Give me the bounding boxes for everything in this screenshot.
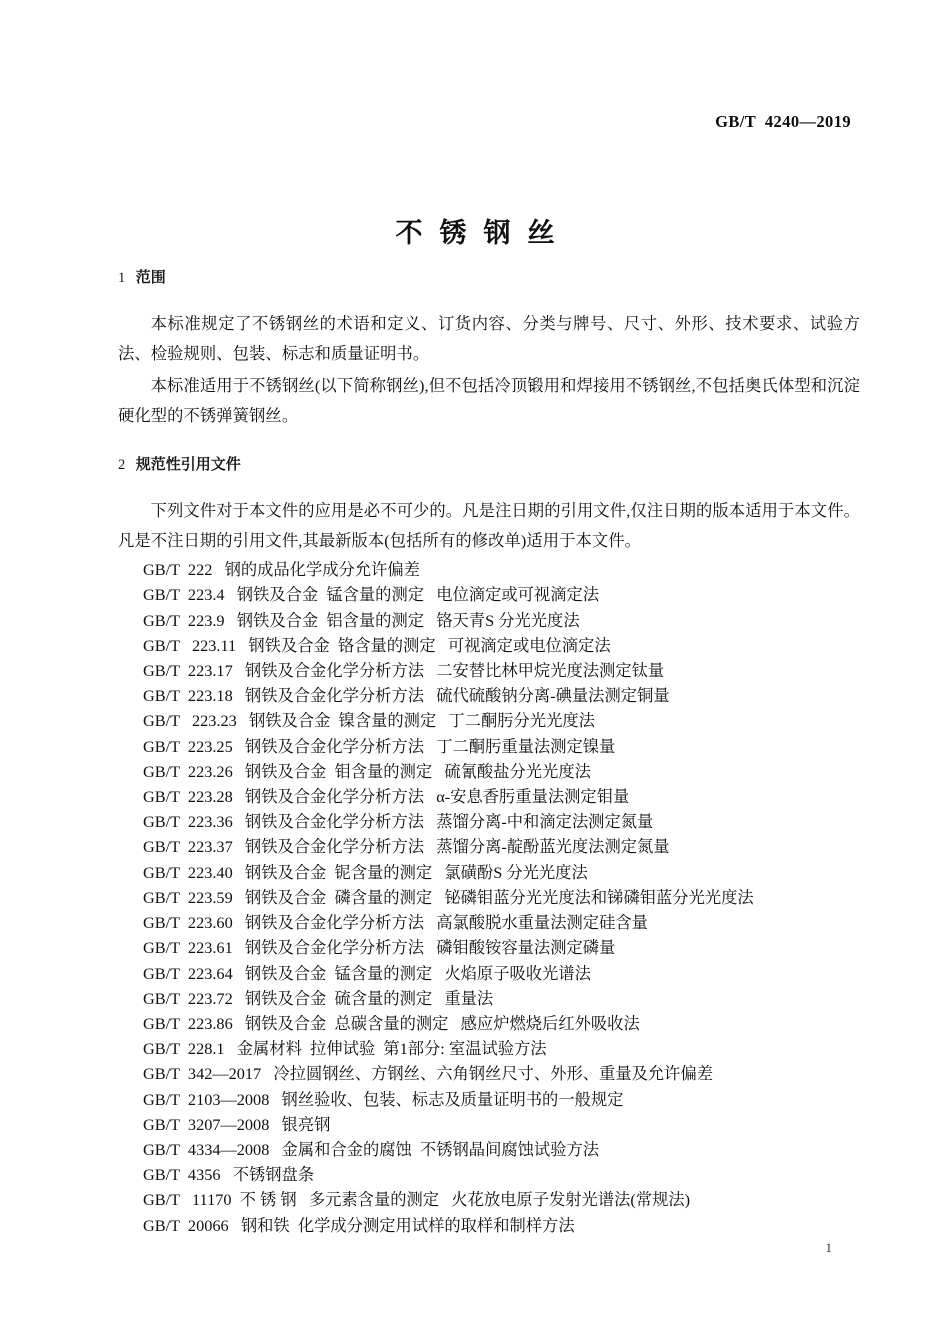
- reference-item: GB/T 2103—2008 钢丝验收、包装、标志及质量证明书的一般规定: [143, 1089, 624, 1109]
- clause-title-1: 范围: [135, 268, 166, 286]
- reference-item: GB/T 223.61 钢铁及合金化学分析方法 磷钼酸铵容量法测定磷量: [143, 938, 616, 958]
- clause-1-paragraph-1: 本标准规定了不锈钢丝的术语和定义、订货内容、分类与牌号、尺寸、外形、技术要求、试验方法、检验规则、包装、标志和质量证明书。: [118, 314, 860, 363]
- page-title: 不锈钢丝: [395, 218, 572, 250]
- reference-item: GB/T 223.26 钢铁及合金 钼含量的测定 硫氰酸盐分光光度法: [143, 761, 591, 781]
- clause-number-1: 1: [118, 270, 126, 286]
- clause-number-2: 2: [118, 457, 126, 474]
- document-body: [118, 268, 860, 1238]
- reference-item: GB/T 342—2017 冷拉圆钢丝、方钢丝、六角钢丝尺寸、外形、重量及允许偏差: [143, 1064, 714, 1084]
- reference-item: GB/T 223.23 钢铁及合金 镍含量的测定 丁二酮肟分光光度法: [143, 711, 595, 731]
- reference-item: GB/T 223.28 钢铁及合金化学分析方法 α-安息香肟重量法测定钼量: [143, 787, 630, 807]
- reference-item: GB/T 228.1 金属材料 拉伸试验 第1部分: 室温试验方法: [143, 1039, 547, 1059]
- reference-item: GB/T 11170 不 锈 钢 多元素含量的测定 火花放电原子发射光谱法(常规法): [143, 1190, 691, 1210]
- page-number: 1: [825, 1240, 832, 1255]
- reference-item: GB/T 223.40 钢铁及合金 铌含量的测定 氯磺酚S 分光光度法: [143, 862, 588, 882]
- spacer: [118, 287, 860, 309]
- reference-item: GB/T 223.4 钢铁及合金 锰含量的测定 电位滴定或可视滴定法: [143, 585, 600, 605]
- clause-heading-1: [118, 268, 860, 287]
- reference-item: GB/T 223.11 钢铁及合金 铬含量的测定 可视滴定或电位滴定法: [143, 635, 611, 655]
- reference-item: GB/T 223.86 钢铁及合金 总碳含量的测定 感应炉燃烧后红外吸收法: [143, 1013, 640, 1033]
- reference-item: GB/T 222 钢的成品化学成分允许偏差: [143, 560, 420, 580]
- reference-item: GB/T 223.37 钢铁及合金化学分析方法 蒸馏分离-靛酚蓝光度法测定氮量: [143, 837, 670, 857]
- reference-item: GB/T 223.17 钢铁及合金化学分析方法 二安替比林甲烷光度法测定钛量: [143, 661, 665, 681]
- reference-item: GB/T 4334—2008 金属和合金的腐蚀 不锈钢晶间腐蚀试验方法: [143, 1139, 600, 1159]
- clause-2-paragraph-1: 下列文件对于本文件的应用是必不可少的。凡是注日期的引用文件,仅注日期的版本适用于本文件。凡是不注日期的引用文件,其最新版本(包括所有的修改单)适用于本文件。: [118, 501, 860, 550]
- reference-item: GB/T 223.9 钢铁及合金 铝含量的测定 铬天青S 分光光度法: [143, 610, 580, 630]
- reference-item: GB/T 223.72 钢铁及合金 硫含量的测定 重量法: [143, 988, 494, 1008]
- spacer: [118, 474, 860, 496]
- normative-reference-list: [118, 557, 860, 1237]
- reference-item: GB/T 4356 不锈钢盘条: [143, 1165, 315, 1185]
- running-head-standard-code: GB/T 4240—2019: [715, 112, 851, 131]
- reference-item: GB/T 223.18 钢铁及合金化学分析方法 硫代硫酸钠分离-碘量法测定铜量: [143, 686, 670, 706]
- clause-title-2: 规范性引用文件: [135, 455, 241, 474]
- reference-item: GB/T 3207—2008 银亮钢: [143, 1114, 331, 1134]
- reference-item: GB/T 223.25 钢铁及合金化学分析方法 丁二酮肟重量法测定镍量: [143, 736, 616, 756]
- reference-item: GB/T 223.59 钢铁及合金 磷含量的测定 铋磷钼蓝分光光度法和锑磷钼蓝分光光度法: [143, 887, 754, 907]
- reference-item: GB/T 223.60 钢铁及合金化学分析方法 高氯酸脱水重量法测定硅含量: [143, 913, 648, 933]
- reference-item: GB/T 20066 钢和铁 化学成分测定用试样的取样和制样方法: [143, 1215, 575, 1235]
- clause-heading-2: [118, 455, 860, 474]
- reference-item: GB/T 223.64 钢铁及合金 锰含量的测定 火焰原子吸收光谱法: [143, 963, 591, 983]
- reference-item: GB/T 223.36 钢铁及合金化学分析方法 蒸馏分离-中和滴定法测定氮量: [143, 812, 654, 832]
- spacer: [118, 430, 860, 455]
- clause-1-paragraph-2: 本标准适用于不锈钢丝(以下简称钢丝),但不包括冷顶锻用和焊接用不锈钢丝,不包括奥氏体型和沉淀硬化型的不锈弹簧钢丝。: [118, 376, 860, 425]
